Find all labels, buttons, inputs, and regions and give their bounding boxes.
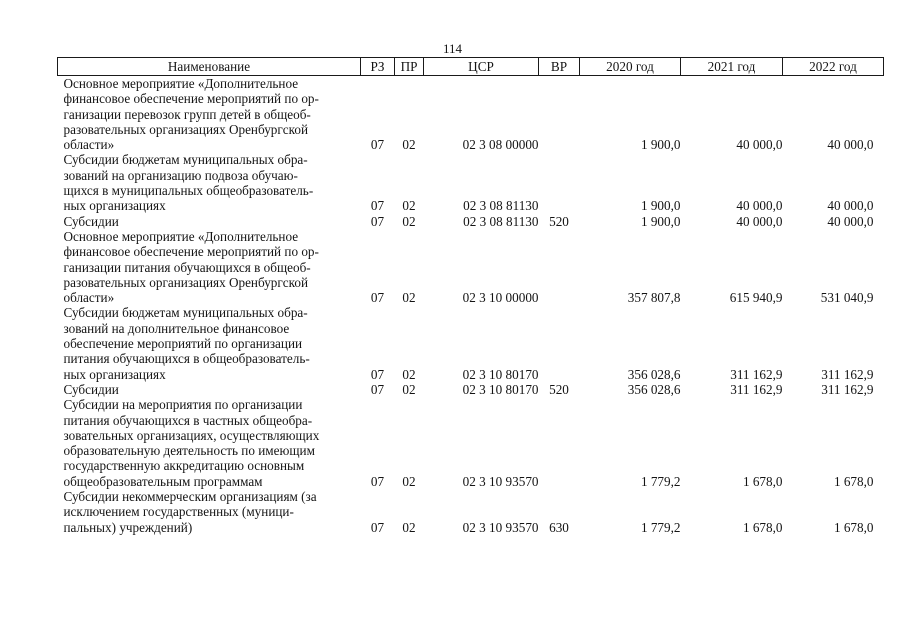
row-2021-amount: 40 000,0 (736, 198, 783, 214)
row-name (58, 229, 361, 305)
row-name-line: Субсидии (63, 213, 119, 229)
row-vr (539, 152, 580, 213)
table-row (58, 76, 884, 153)
row-name-line: Субсидии бюджетам муниципальных обра- (63, 152, 308, 168)
row-csr: 02 3 08 81130 (463, 198, 539, 214)
row-2022-amount: 311 162,9 (821, 381, 874, 397)
row-name-line: щихся в муниципальных общеобразователь- (63, 183, 314, 199)
row-rz: 07 (370, 137, 385, 153)
row-name-line: области» (63, 137, 115, 153)
row-2022-amount: 40 000,0 (827, 213, 874, 229)
row-vr (539, 229, 580, 305)
table-row (58, 397, 884, 489)
row-vr: 520 (549, 213, 569, 229)
row-name-line: области» (63, 290, 115, 306)
row-rz: 07 (370, 366, 385, 382)
row-csr: 02 3 10 00000 (462, 290, 539, 306)
row-csr: 02 3 10 93570 (462, 473, 539, 489)
budget-table (57, 57, 884, 535)
row-name-line: ганизации питания обучающихся в общеоб- (63, 259, 311, 275)
row-pr: 02 (402, 213, 416, 229)
row-2020-amount: 1 900,0 (640, 213, 681, 229)
table-header-row (58, 58, 884, 76)
row-name-line: финансовое обеспечение мероприятий по ор- (63, 244, 319, 260)
header-vr: ВР (539, 58, 580, 76)
row-2020-amount: 1 779,2 (640, 519, 681, 535)
row-pr: 02 (402, 366, 416, 382)
row-2022-amount: 40 000,0 (827, 137, 874, 153)
row-name-line: зований на организацию подвоза обучаю- (63, 167, 298, 183)
row-name (58, 152, 361, 213)
row-name-line: Основное мероприятие «Дополнительное (63, 76, 299, 91)
row-2022-amount: 1 678,0 (833, 519, 874, 535)
row-pr: 02 (402, 473, 416, 489)
row-pr: 02 (402, 198, 416, 214)
table-body (58, 76, 884, 535)
header-pr: ПР (395, 58, 424, 76)
header-name: Наименование (58, 58, 361, 76)
row-pr: 02 (402, 137, 416, 153)
row-2020-amount: 1 779,2 (640, 473, 681, 489)
row-rz: 07 (370, 381, 385, 397)
table-row (58, 305, 884, 381)
row-name-line: пальных) учреждений) (63, 519, 193, 535)
row-name-line: общеобразовательным программам (63, 473, 263, 489)
row-csr: 02 3 08 81130 (463, 213, 539, 229)
row-name-line: зований на дополнительное финансовое (63, 320, 290, 336)
row-name-line: питания обучающихся в частных общеобра- (63, 412, 313, 428)
row-name-line: ных организациях (63, 198, 166, 214)
row-pr: 02 (402, 519, 416, 535)
row-name (58, 214, 361, 229)
row-csr: 02 3 10 80170 (462, 381, 539, 397)
row-name-line: Субсидии некоммерческим организациям (за (63, 489, 317, 505)
table-row (58, 214, 884, 229)
row-2021-amount: 1 678,0 (742, 519, 783, 535)
row-name (58, 305, 361, 381)
row-name (58, 489, 361, 535)
row-name (58, 382, 361, 397)
row-2022-amount: 311 162,9 (821, 366, 874, 382)
row-2020-amount: 356 028,6 (627, 381, 681, 397)
table-row (58, 229, 884, 305)
page-number: 114 (442, 41, 463, 56)
row-vr: 520 (549, 381, 569, 397)
row-2022-amount: 40 000,0 (827, 198, 874, 214)
table-row (58, 489, 884, 535)
row-2022-amount: 1 678,0 (833, 473, 874, 489)
row-name-line: государственную аккредитацию основным (63, 458, 305, 474)
row-name-line: ганизации перевозок групп детей в общеоб- (63, 106, 311, 122)
row-vr (539, 305, 580, 381)
row-2021-amount: 40 000,0 (736, 213, 783, 229)
row-name-line: образовательную деятельность по имеющим (63, 443, 315, 459)
header-csr: ЦСР (424, 58, 539, 76)
header-2021: 2021 год (681, 58, 783, 76)
row-name (58, 76, 361, 153)
row-2021-amount: 615 940,9 (729, 290, 783, 306)
row-name-line: Основное мероприятие «Дополнительное (63, 228, 299, 244)
row-2022-amount: 531 040,9 (820, 290, 874, 306)
row-name-line: питания обучающихся в общеобразователь- (63, 351, 310, 367)
header-2020: 2020 год (580, 58, 681, 76)
row-2021-amount: 1 678,0 (742, 473, 783, 489)
header-rz: РЗ (361, 58, 395, 76)
row-2021-amount: 40 000,0 (736, 137, 783, 153)
row-name-line: ных организациях (63, 366, 166, 382)
row-pr: 02 (402, 381, 416, 397)
row-vr (539, 397, 580, 489)
row-name-line: разовательных организациях Оренбургской (63, 274, 309, 290)
row-2021-amount: 311 162,9 (730, 366, 783, 382)
table-row (58, 382, 884, 397)
row-csr: 02 3 10 80170 (462, 366, 539, 382)
row-csr: 02 3 08 00000 (462, 137, 539, 153)
row-name-line: Субсидии на мероприятия по организации (63, 397, 303, 413)
row-name-line: финансовое обеспечение мероприятий по ор- (63, 91, 319, 107)
row-rz: 07 (370, 473, 385, 489)
row-csr: 02 3 10 93570 (462, 519, 539, 535)
row-name (58, 397, 361, 489)
row-2021-amount: 311 162,9 (730, 381, 783, 397)
row-name-line: Субсидии (63, 381, 119, 397)
table-row (58, 152, 884, 213)
row-pr: 02 (402, 290, 416, 306)
row-rz: 07 (370, 290, 385, 306)
row-name-line: зовательных организациях, осуществляющих (63, 427, 320, 443)
row-2020-amount: 357 807,8 (627, 290, 681, 306)
row-name-line: исключением государственных (муници- (63, 504, 294, 520)
row-name-line: обеспечение мероприятий по организации (63, 336, 303, 352)
row-2020-amount: 1 900,0 (640, 198, 681, 214)
header-2022: 2022 год (783, 58, 884, 76)
row-2020-amount: 356 028,6 (627, 366, 681, 382)
row-rz: 07 (370, 519, 385, 535)
row-2020-amount: 1 900,0 (640, 137, 681, 153)
row-rz: 07 (370, 198, 385, 214)
row-rz: 07 (370, 213, 385, 229)
row-name-line: Субсидии бюджетам муниципальных обра- (63, 305, 308, 321)
row-name-line: разовательных организациях Оренбургской (63, 121, 309, 137)
row-vr (539, 76, 580, 153)
row-vr: 630 (549, 519, 569, 535)
